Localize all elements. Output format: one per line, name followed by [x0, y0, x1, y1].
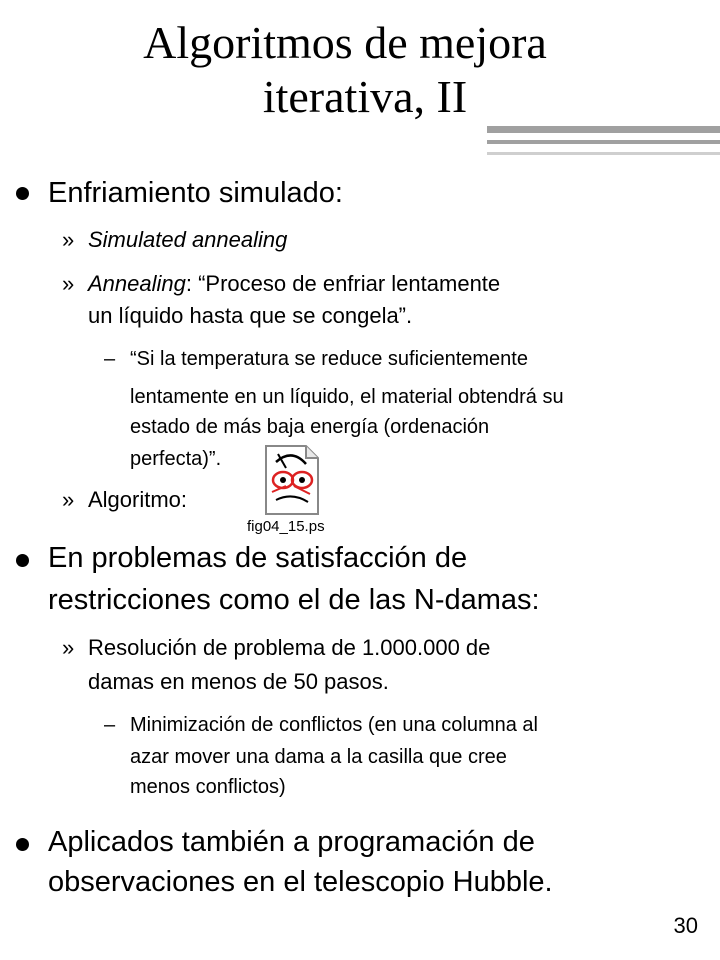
sub-bullet-annealing-line-2: un líquido hasta que se congela”. [88, 303, 413, 328]
quote-line-1: “Si la temperatura se reduce suficientemente [130, 348, 528, 370]
sub-bullet-algoritmo: Algoritmo: [88, 487, 188, 512]
bullet-2-line-1: En problemas de satisfacción de [48, 542, 468, 574]
title-rule-middle [487, 140, 720, 144]
sub-bullet-annealing [88, 268, 708, 300]
dash-marker: – [104, 348, 116, 370]
dash-marker: – [104, 714, 116, 736]
bullet-dot [16, 554, 29, 567]
figure-caption: fig04_15.ps [247, 518, 325, 535]
sub-bullet-resolucion-line-1: Resolución de problema de 1.000.000 de [88, 635, 491, 660]
sub-bullet-marker: » [62, 227, 75, 252]
bullet-3-line-2: observaciones en el telescopio Hubble. [48, 866, 553, 898]
annealing-definition: : “Proceso de enfriar lentamente [185, 271, 501, 296]
sub-bullet-marker: » [62, 271, 75, 296]
sub-bullet-simulated-annealing: Simulated annealing [88, 227, 288, 252]
minimizacion-line-2: azar mover una dama a la casilla que cree [130, 746, 507, 768]
sub-bullet-marker: » [62, 635, 75, 660]
minimizacion-line-1: Minimización de conflictos (en una columna al [130, 714, 538, 736]
title-line-2: iterativa, II [262, 71, 468, 122]
bullet-1-text: Enfriamiento simulado: [48, 177, 343, 209]
bullet-dot [16, 187, 29, 200]
quote-line-2: lentamente en un líquido, el material obtendrá su [130, 386, 564, 408]
title-rule-top [487, 126, 720, 133]
bullet-3-line-1: Aplicados también a programación de [48, 826, 535, 858]
bullet-2-line-2: restricciones como el de las N-damas: [48, 584, 540, 616]
minimizacion-line-3: menos conflictos) [130, 776, 286, 798]
slide-title [0, 16, 720, 124]
quote-line-4: perfecta)”. [130, 448, 222, 470]
document-file-icon[interactable] [262, 442, 322, 518]
sub-bullet-resolucion-line-2: damas en menos de 50 pasos. [88, 669, 389, 694]
title-line-1: Algoritmos de mejora [143, 17, 547, 68]
quote-line-3: estado de más baja energía (ordenación [130, 416, 490, 438]
title-rule-bottom [487, 152, 720, 155]
bullet-dot [16, 838, 29, 851]
sub-bullet-marker: » [62, 487, 75, 512]
annealing-term: Annealing [88, 271, 186, 296]
page-number: 30 [673, 913, 698, 938]
